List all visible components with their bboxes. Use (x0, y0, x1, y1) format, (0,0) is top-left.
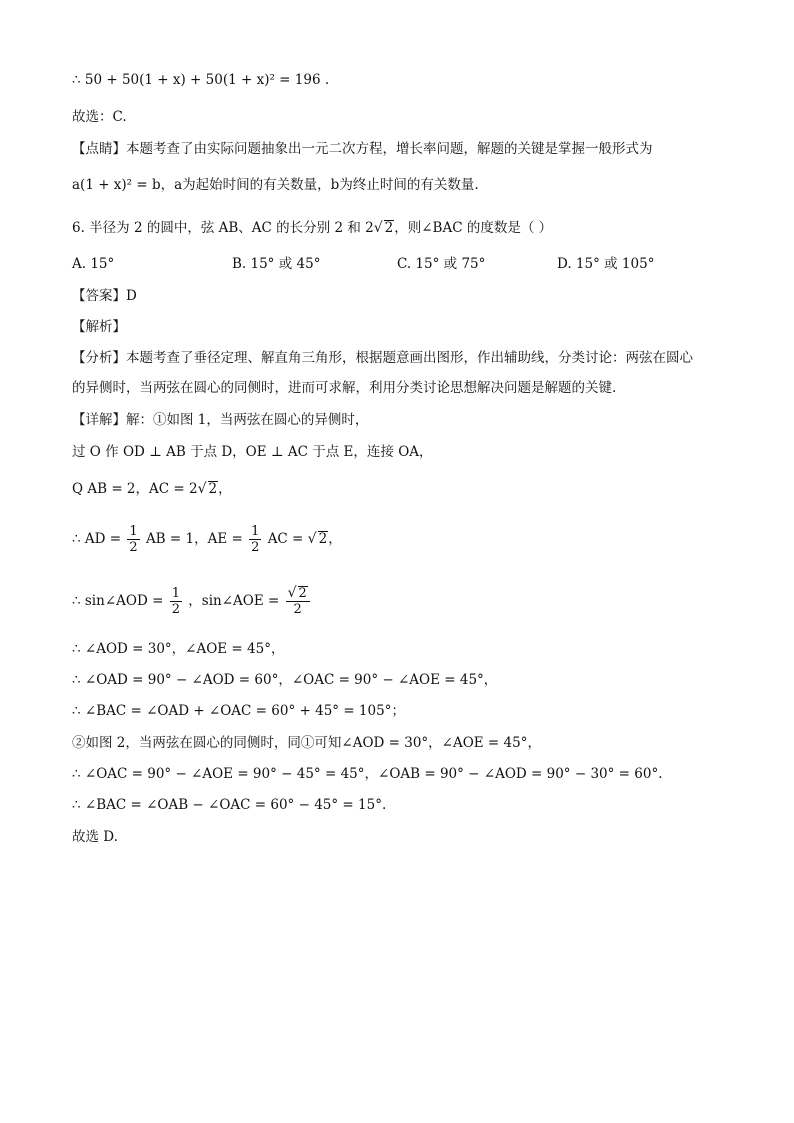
oac-oab-line: ∴ ∠OAC = 90° − ∠AOE = 90° − 45° = 45°，∠OAB = 90° − ∠AOD = 90° − 30° = 60°. (72, 766, 663, 782)
ad-ae-line (72, 522, 342, 556)
angle-values-line: ∴ ∠AOD = 30°，∠AOE = 45°， (72, 641, 285, 657)
radical-sign: √ (373, 220, 383, 236)
sin-aod-text: ∴ sin∠AOD = (72, 593, 164, 609)
radical-sign: √ (197, 481, 207, 497)
answer-line: 【答案】D (72, 288, 137, 304)
given-end: ， (218, 481, 232, 497)
construction-line: 过 O 作 OD ⊥ AB 于点 D，OE ⊥ AC 于点 E，连接 OA， (72, 444, 433, 460)
option-d: D. 15° 或 105° (557, 256, 655, 272)
sqrt-radicand: 2 (384, 220, 394, 236)
ad-text: ∴ AD = (72, 531, 122, 547)
fraction-sqrt2-over-2: $\frac{√ 2}{2}$ (286, 586, 310, 617)
question-text-prefix: 6. 半径为 2 的圆中，弦 AB、AC 的长分别 2 和 2 (72, 220, 374, 236)
fraction-half: $\frac{1}{2}$ (129, 524, 138, 555)
dianjing-formula: a(1 + x)² = b，a为起始时间的有关数量，b为终止时间的有关数量. (72, 177, 479, 193)
analysis-line-2: 的异侧时，当两弦在圆心的同侧时，进而可求解，利用分类讨论思想解决问题是解题的关键. (72, 380, 617, 396)
question-6 (72, 218, 552, 238)
bac-case2-line: ∴ ∠BAC = ∠OAB − ∠OAC = 60° − 45° = 15°. (72, 797, 387, 813)
sqrt-radicand: 2 (318, 531, 328, 547)
analysis-line-1: 【分析】本题考查了垂径定理、解直角三角形，根据题意画出图形，作出辅助线，分类讨论：两弦在圆心 (72, 350, 693, 366)
detail-intro: 【详解】解：①如图 1，当两弦在圆心的异侧时， (72, 412, 369, 428)
ae-ac-text: AC = (267, 531, 304, 547)
option-b: B. 15° 或 45° (232, 256, 321, 272)
given-text: Q AB = 2，AC = 2 (72, 481, 198, 497)
case2-intro: ②如图 2，当两弦在圆心的同侧时，同①可知∠AOD = 30°，∠AOE = 45°， (72, 735, 541, 751)
radical-sign: √ (287, 585, 297, 601)
fraction-half: $\frac{1}{2}$ (171, 586, 180, 617)
ad-end: ， (328, 531, 342, 547)
given-line (72, 479, 232, 499)
jiexi-heading: 【解析】 (72, 319, 126, 335)
choice-conclusion: 故选：C. (72, 109, 127, 125)
bac-case1-line: ∴ ∠BAC = ∠OAD + ∠OAC = 60° + 45° = 105°； (72, 703, 405, 719)
sqrt-radicand: 2 (208, 481, 218, 497)
radical-sign: √ (307, 531, 317, 547)
sin-line (72, 583, 312, 619)
option-a: A. 15° (72, 256, 115, 272)
fraction-half: $\frac{1}{2}$ (251, 524, 260, 555)
oad-oac-line: ∴ ∠OAD = 90° − ∠AOD = 60°，∠OAC = 90° − ∠AOE = 45°， (72, 672, 498, 688)
dianjing-comment: 【点睛】本题考查了由实际问题抽象出一元二次方程，增长率问题，解题的关键是掌握一般形式为 (72, 141, 653, 157)
option-c: C. 15° 或 75° (397, 256, 486, 272)
ad-ab-text: AB = 1，AE = (145, 531, 243, 547)
final-choice: 故选 D. (72, 829, 118, 845)
question-text-suffix: ，则∠BAC 的度数是（ ） (394, 220, 553, 236)
sin-aoe-text: ，sin∠AOE = (188, 593, 280, 609)
equation-line: ∴ 50 + 50(1 + x) + 50(1 + x)² = 196 . (72, 72, 330, 88)
